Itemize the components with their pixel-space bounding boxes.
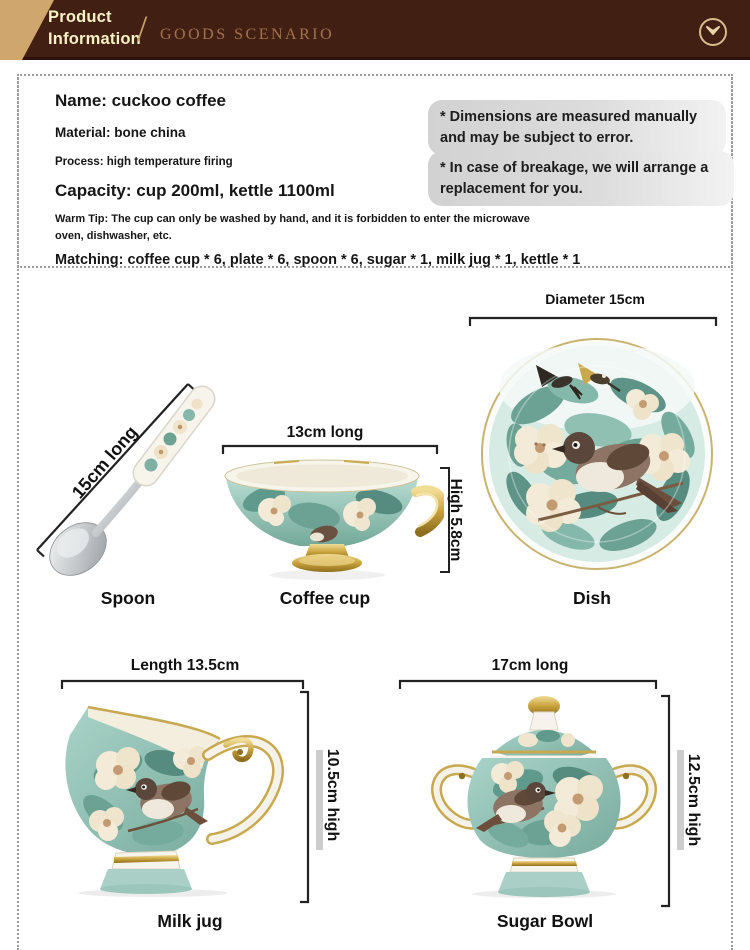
note-dimensions: * Dimensions are measured manually and may be subject to error. bbox=[428, 100, 726, 155]
cup-label: Coffee cup bbox=[279, 588, 371, 608]
note-breakage: * In case of breakage, we will arrange a replacement for you. bbox=[428, 151, 734, 206]
bowl-height-bracket bbox=[660, 694, 674, 908]
header-subtitle: GOODS SCENARIO bbox=[160, 26, 335, 43]
bowl-label: Sugar Bowl bbox=[496, 911, 594, 931]
page-title-line1: Product bbox=[48, 8, 112, 26]
jug-shadow-bar bbox=[316, 750, 323, 850]
bowl-length-label: 17cm long bbox=[491, 657, 569, 674]
header-divider: / bbox=[137, 9, 148, 50]
header-bar bbox=[0, 0, 750, 60]
jug-width-bracket bbox=[60, 679, 305, 691]
jug-height-bracket bbox=[299, 690, 313, 904]
chevron-down-icon bbox=[705, 26, 721, 38]
spec-process: Process: high temperature firing bbox=[55, 156, 233, 168]
header-accent-shape bbox=[0, 0, 54, 60]
cup-length-label: 13cm long bbox=[286, 424, 364, 441]
page-title bbox=[48, 7, 141, 51]
spec-warm-tip: Warm Tip: The cup can only be washed by hand, and it is forbidden to enter the microwave oven, dishwasher, etc. bbox=[55, 213, 530, 242]
page-title-line2: Information bbox=[48, 29, 141, 48]
scroll-down-button[interactable] bbox=[699, 18, 727, 46]
bowl-width-bracket bbox=[398, 679, 658, 691]
dish-diameter-label: Diameter 15cm bbox=[545, 291, 645, 307]
coffee-cup-image bbox=[214, 454, 444, 582]
spec-capacity: Capacity: cup 200ml, kettle 1100ml bbox=[55, 181, 335, 200]
cup-height-label: High 5.8cm bbox=[447, 478, 464, 562]
dish-width-bracket bbox=[468, 316, 718, 328]
milk-jug-image bbox=[58, 693, 310, 898]
spec-name: Name: cuckoo coffee bbox=[55, 91, 226, 110]
spoon-image bbox=[38, 385, 223, 585]
jug-label: Milk jug bbox=[157, 911, 223, 931]
spec-matching: Matching: coffee cup * 6, plate * 6, spoon * 6, sugar * 1, milk jug * 1, kettle * 1 bbox=[55, 252, 581, 268]
spec-material: Material: bone china bbox=[55, 125, 186, 140]
dish-image bbox=[478, 335, 716, 573]
bowl-height-label: 12.5cm high bbox=[685, 753, 702, 847]
spoon-label: Spoon bbox=[100, 588, 156, 608]
jug-height-label: 10.5cm high bbox=[324, 748, 341, 842]
bowl-shadow-bar bbox=[677, 750, 684, 850]
sugar-bowl-image bbox=[418, 692, 670, 900]
spoon-length-label: 15cm long bbox=[67, 422, 142, 503]
jug-length-label: Length 13.5cm bbox=[130, 657, 240, 674]
dish-label: Dish bbox=[573, 588, 611, 608]
